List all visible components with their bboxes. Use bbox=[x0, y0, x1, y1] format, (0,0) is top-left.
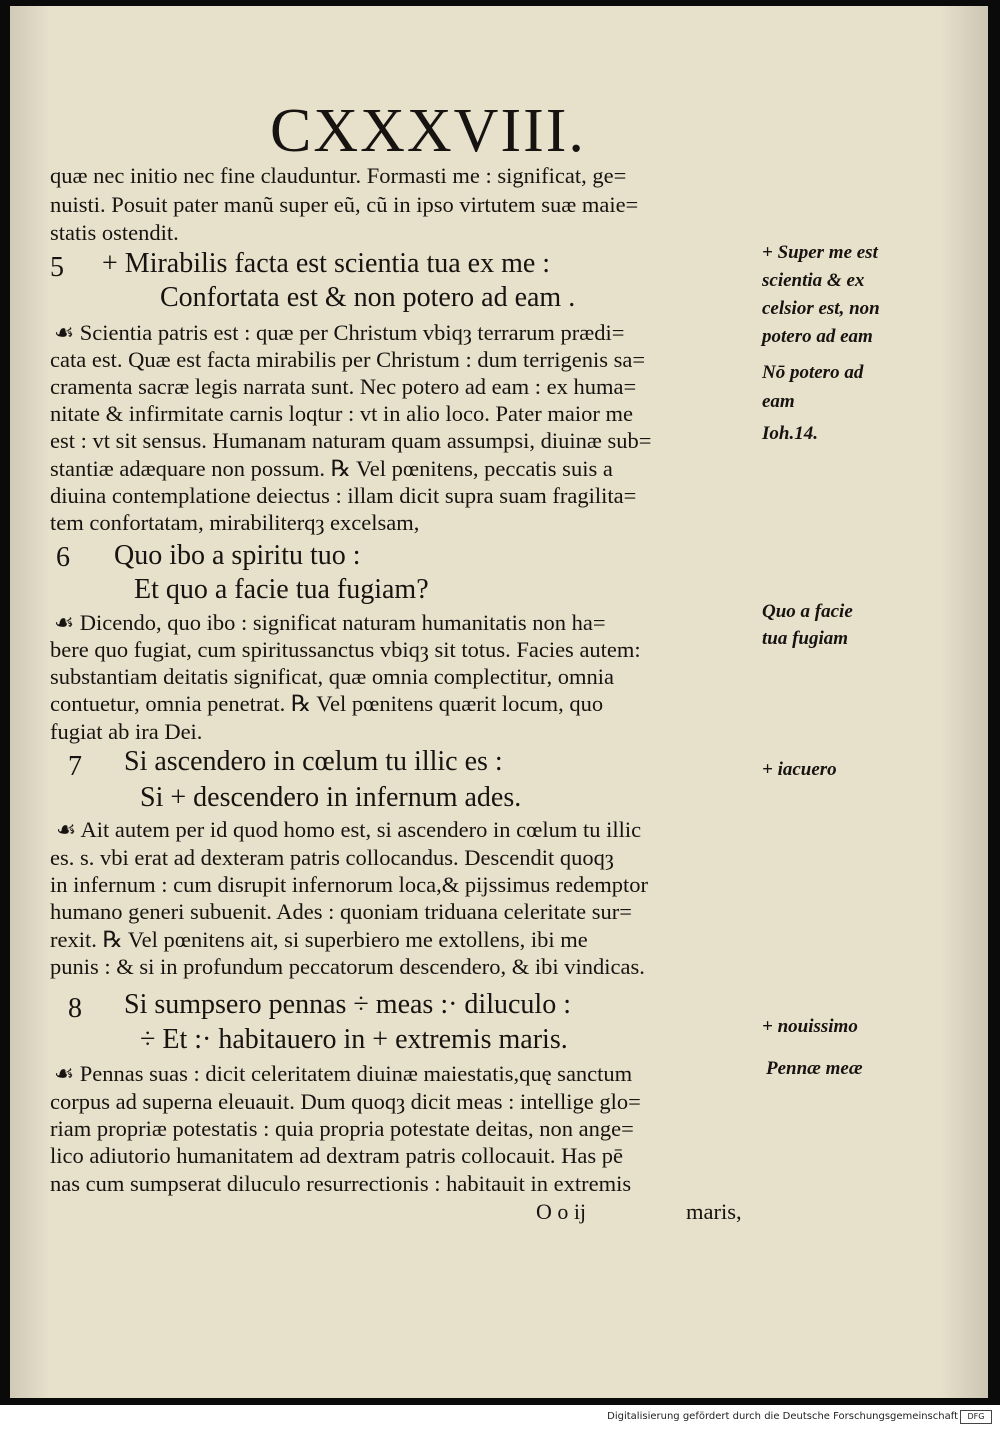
text-line: stantiæ adæquare non possum. ℞ Vel pœnitens, peccatis suis a bbox=[50, 456, 613, 481]
margin-note: Ioh.14. bbox=[762, 423, 818, 444]
margin-note: + nouissimo bbox=[762, 1016, 858, 1037]
text-line: quæ nec initio nec fine clauduntur. Formasti me : significat, ge= bbox=[50, 163, 627, 188]
footer-bar bbox=[0, 1405, 1000, 1429]
text-line: nuisti. Posuit pater manũ super eũ, cũ in ipso virtutem suæ maie= bbox=[50, 192, 639, 217]
text-line: cata est. Quæ est facta mirabilis per Christum : dum terrigenis sa= bbox=[50, 347, 646, 372]
text-line: ☙ Pennas suas : dicit celeritatem diuinæ maiestatis,quę sanctum bbox=[54, 1061, 633, 1086]
text-line: O o ĳ bbox=[536, 1199, 587, 1224]
text-line: corpus ad superna eleuauit. Dum quoqȝ dicit meas : intellige glo= bbox=[50, 1089, 641, 1114]
text-line: fugiat ab ira Dei. bbox=[50, 719, 203, 744]
text-line: nas cum sumpserat diluculo resurrectionis : habitauit in extremis bbox=[50, 1171, 632, 1196]
dfg-logo-icon: DFG bbox=[960, 1410, 992, 1424]
text-line: riam propriæ potestatis : quia propria potestate deitas, non ange= bbox=[50, 1116, 634, 1141]
folio-number: CXXXVIII. bbox=[270, 97, 586, 165]
text-line: ☙ Dicendo, quo ibo : significat naturam humanitatis non ha= bbox=[54, 610, 606, 635]
text-line: statis ostendit. bbox=[50, 220, 179, 245]
margin-note: potero ad eam bbox=[762, 326, 873, 347]
text-line: tem confortatam, mirabiliterqȝ excelsam, bbox=[50, 510, 420, 535]
text-line: in infernum : cum disrupit infernorum loca,& pĳssimus redemptor bbox=[50, 872, 648, 897]
text-line: ☙ Scientia patris est : quæ per Christum vbiqȝ terrarum prædi= bbox=[54, 320, 625, 345]
text-line: nitate & infirmitate carnis loqtur : vt in alio loco. Pater maior me bbox=[50, 401, 633, 426]
text-line: contuetur, omnia penetrat. ℞ Vel pœnitens quærit locum, quo bbox=[50, 691, 604, 716]
verse-line: Quo ibo a spiritu tuo : bbox=[114, 540, 361, 571]
margin-note: scientia & ex bbox=[762, 270, 865, 291]
margin-note: Quo a facie bbox=[762, 601, 853, 622]
text-line: punis : & si in profundum peccatorum descendero, & ibi vindicas. bbox=[50, 954, 645, 979]
verse-line: Si ascendero in cœlum tu illic es : bbox=[124, 746, 503, 777]
verse-number: 5 bbox=[50, 252, 64, 283]
margin-note: + Super me est bbox=[762, 242, 878, 263]
book-page bbox=[10, 6, 988, 1398]
text-line: cramenta sacræ legis narrata sunt. Nec potero ad eam : ex huma= bbox=[50, 374, 637, 399]
verse-line: Confortata est & non potero ad eam . bbox=[160, 282, 576, 313]
text-line: ☙ Ait autem per id quod homo est, si ascendero in cœlum tu illic bbox=[56, 817, 642, 842]
margin-note: Nō potero ad bbox=[762, 362, 864, 383]
verse-line: Si + descendero in infernum ades. bbox=[140, 782, 522, 813]
text-line: est : vt sit sensus. Humanam naturam quam assumpsi, diuinæ sub= bbox=[50, 428, 652, 453]
verse-line: ÷ Et :· habitauero in + extremis maris. bbox=[140, 1024, 568, 1055]
margin-note: tua fugiam bbox=[762, 628, 849, 649]
text-line: bere quo fugiat, cum spiritussanctus vbiqȝ sit totus. Facies autem: bbox=[50, 637, 641, 662]
verse-number: 7 bbox=[68, 751, 82, 782]
text-line: lico adiutorio humanitatem ad dextram patris collocauit. Has pē bbox=[50, 1143, 623, 1168]
funding-credit: Digitalisierung gefördert durch die Deutsche Forschungsgemeinschaft bbox=[607, 1411, 958, 1422]
text-line: es. s. vbi erat ad dexteram patris collocandus. Descendit quoqȝ bbox=[50, 845, 614, 870]
text-line: substantiam deitatis significat, quæ omnia complectitur, omnia bbox=[50, 664, 614, 689]
text-line: humano generi subuenit. Ades : quoniam triduana celeritate sur= bbox=[50, 899, 632, 924]
verse-line: Et quo a facie tua fugiam? bbox=[134, 574, 429, 605]
margin-note: + iacuero bbox=[762, 759, 837, 780]
margin-note: eam bbox=[762, 391, 795, 412]
verse-line: Si sumpsero pennas ÷ meas :· diluculo : bbox=[124, 989, 571, 1020]
verse-number: 6 bbox=[56, 542, 70, 573]
text-line: rexit. ℞ Vel pœnitens ait, si superbiero me extollens, ibi me bbox=[50, 927, 588, 952]
verse-line: + Mirabilis facta est scientia tua ex me : bbox=[102, 248, 551, 279]
margin-note: Pennæ meæ bbox=[766, 1058, 863, 1079]
margin-note: celsior est, non bbox=[762, 298, 880, 319]
verse-number: 8 bbox=[68, 993, 82, 1024]
text-line: maris, bbox=[686, 1199, 742, 1224]
text-line: diuina contemplatione deiectus : illam dicit supra suam fragilita= bbox=[50, 483, 637, 508]
